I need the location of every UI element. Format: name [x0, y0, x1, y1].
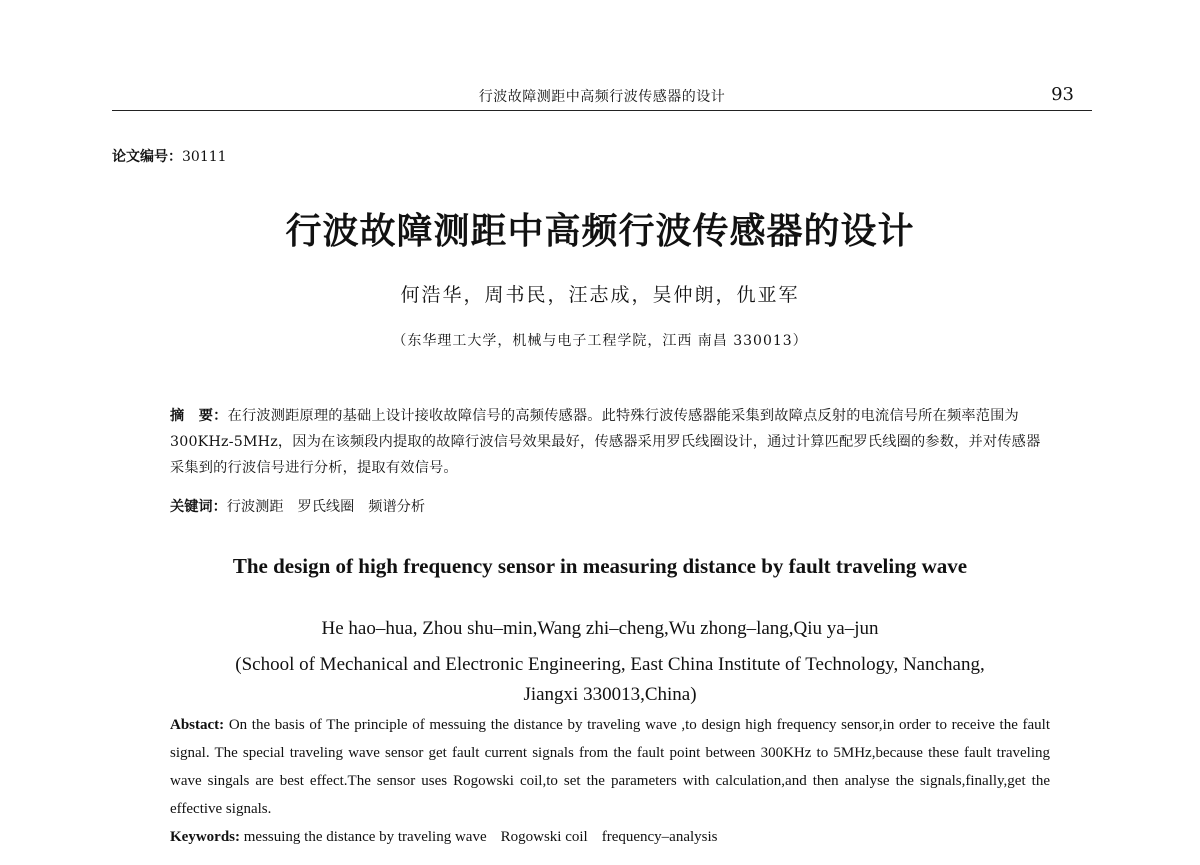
- english-affiliation-line: (School of Mechanical and Electronic Engineering, East China Institute of Technology, Nanchang,: [235, 654, 985, 675]
- english-keyword: messuing the distance by traveling wave: [243, 829, 487, 845]
- english-keywords-label: Keywords:: [170, 829, 240, 845]
- running-header: [112, 84, 1092, 111]
- chinese-abstract-text: 在行波测距原理的基础上设计接收故障信号的高频传感器。此特殊行波传感器能采集到故障点反射的电流信号所在频率范围为300KHz-5MHz，因为在该频段内提取的故障行波信号效果最好，传感器采用罗氏线圈设计，通过计算匹配罗氏线圈的参数，并对传感器采集到的行波信号进行分析，提取有效信号。: [170, 408, 1041, 476]
- paper-number-value: 30111: [182, 149, 227, 165]
- paper-number-label: 论文编号：: [112, 149, 182, 165]
- chinese-keyword: 罗氏线圈: [297, 499, 355, 515]
- running-title: 行波故障测距中高频行波传感器的设计: [478, 89, 726, 105]
- chinese-keywords-label: 关键词：: [170, 499, 227, 515]
- english-abstract-text: On the basis of The principle of messuing the distance by traveling wave ,to design high frequency sensor,in order to receive the fault signal. The special traveling wave sensor get fault current signals from the fault point between 300KHz to 5MHz,because these fault traveling wave singals are best effect.The sensor uses Rogowski coil,to set the parameters with calculation,and then analyse the signals,finally,get the effective signals.: [170, 717, 1051, 817]
- english-title: The design of high frequency sensor in measuring distance by fault traveling wave: [232, 554, 968, 578]
- english-affiliation-line: Jiangxi 330013,China): [523, 684, 697, 705]
- english-abstract-label: Abstact:: [170, 717, 225, 733]
- english-keyword: Rogowski coil: [500, 829, 588, 845]
- chinese-abstract: [170, 403, 1050, 481]
- chinese-keywords: [170, 496, 1050, 516]
- english-keywords: [170, 829, 1050, 846]
- chinese-abstract-label: 摘 要：: [170, 408, 228, 424]
- chinese-affiliation: （东华理工大学，机械与电子工程学院，江西 南昌 330013）: [392, 333, 808, 349]
- english-abstract: [170, 711, 1050, 823]
- chinese-keyword: 行波测距: [226, 499, 284, 515]
- chinese-title: 行波故障测距中高频行波传感器的设计: [285, 211, 915, 252]
- english-keyword: frequency–analysis: [601, 829, 718, 845]
- page-number: 93: [1051, 84, 1074, 105]
- chinese-authors: 何浩华，周书民，汪志成，吴仲朗，仇亚军: [400, 284, 800, 306]
- chinese-keyword: 频谱分析: [368, 499, 426, 515]
- paper-number: [112, 146, 227, 166]
- english-affiliation: [170, 650, 1050, 710]
- english-authors: He hao–hua, Zhou shu–min,Wang zhi–cheng,Wu zhong–lang,Qiu ya–jun: [321, 618, 879, 639]
